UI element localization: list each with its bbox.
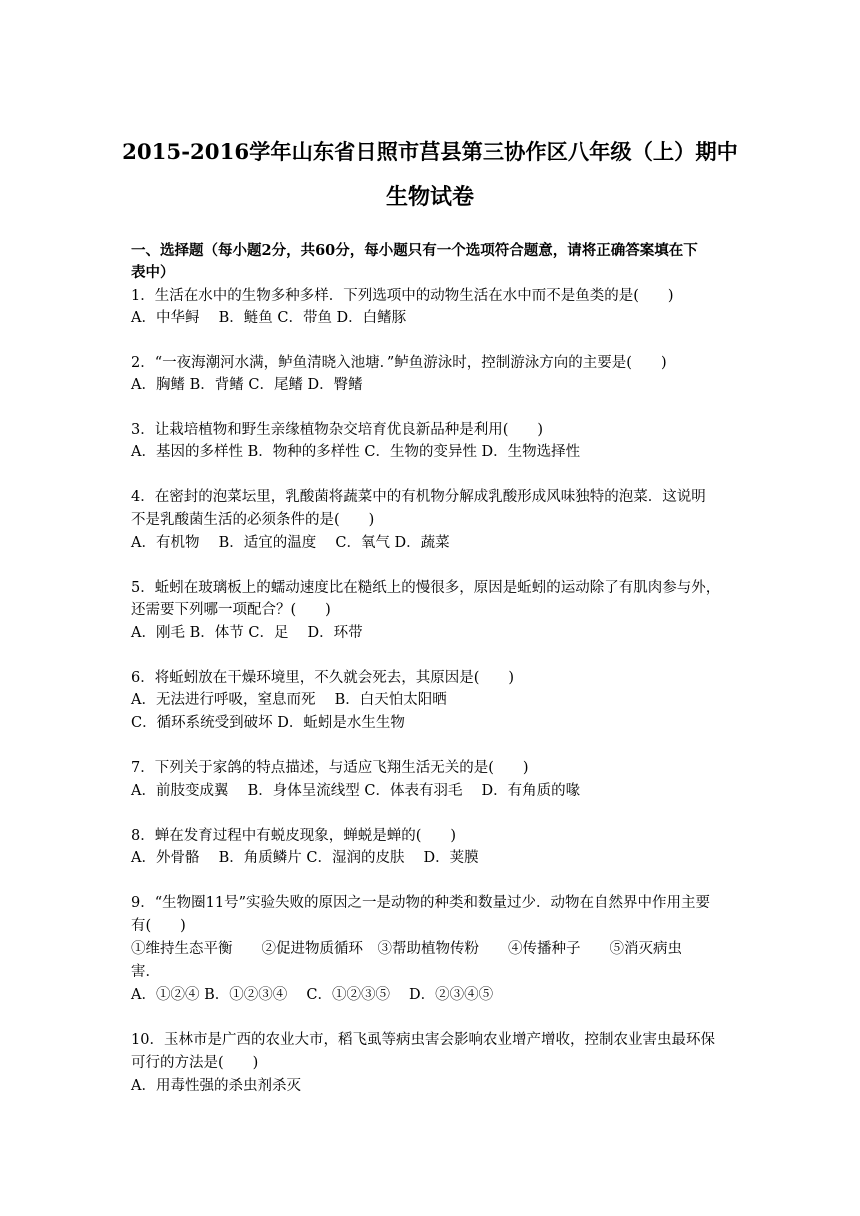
question-8-options: A．外骨骼 B．角质鳞片 C．湿润的皮肤 D．荚膜 <box>131 850 479 866</box>
section-heading-line-1: 一、选择题（每小题2分，共60分，每小题只有一个选项符合题意，请将正确答案填在下 <box>131 242 698 259</box>
question-7-options: A．前肢变成翼 B．身体呈流线型 C．体表有羽毛 D．有角质的喙 <box>131 783 581 799</box>
section-heading-line-2: 表中） <box>131 264 175 281</box>
question-10-stem-line-1: 10．玉林市是广西的农业大市，稻飞虱等病虫害会影响农业增产增收，控制农业害虫最环保 <box>131 1032 715 1048</box>
question-4-stem-line-1: 4．在密封的泡菜坛里，乳酸菌将蔬菜中的有机物分解成乳酸形成风味独特的泡菜．这说明 <box>131 489 706 505</box>
question-1-options: A．中华鲟 B．鲢鱼 C．带鱼 D．白鳍豚 <box>131 310 407 326</box>
question-3-options: A．基因的多样性 B．物种的多样性 C．生物的变异性 D．生物选择性 <box>131 444 581 460</box>
question-9-stem-line-4: 害． <box>131 964 160 980</box>
question-5-stem-line-1: 5．蚯蚓在玻璃板上的蠕动速度比在糙纸上的慢很多，原因是蚯蚓的运动除了有肌肉参与外， <box>131 580 721 596</box>
question-2-options: A．胸鳍 B．背鳍 C．尾鳍 D．臀鳍 <box>131 377 363 393</box>
question-5-options: A．刚毛 B．体节 C．足 D．环带 <box>131 625 363 641</box>
question-2-stem: 2．“一夜海潮河水满，鲈鱼清晓入池塘．”鲈鱼游泳时，控制游泳方向的主要是( ) <box>131 355 667 371</box>
question-8-stem: 8．蝉在发育过程中有蜕皮现象，蝉蜕是蝉的( ) <box>131 828 457 844</box>
question-6-options-line-2: C．循环系统受到破坏 D．蚯蚓是水生生物 <box>131 715 405 731</box>
question-10-stem-line-2: 可行的方法是( ) <box>131 1055 259 1071</box>
question-4-stem-line-2: 不是乳酸菌生活的必须条件的是( ) <box>131 512 375 528</box>
question-3-stem: 3．让栽培植物和野生亲缘植物杂交培育优良新品种是利用( ) <box>131 422 544 438</box>
exam-title-line-1: 2015-2016学年山东省日照市莒县第三协作区八年级（上）期中 <box>122 140 738 165</box>
question-5-stem-line-2: 还需要下列哪一项配合？( ) <box>131 602 331 618</box>
question-6-stem: 6．将蚯蚓放在干燥环境里，不久就会死去，其原因是( ) <box>131 670 515 686</box>
exam-title-line-2: 生物试卷 <box>385 184 474 210</box>
question-9-stem-line-1: 9．“生物圈11号”实验失败的原因之一是动物的种类和数量过少．动物在自然界中作用主要 <box>131 895 710 911</box>
question-6-options-line-1: A．无法进行呼吸，窒息而死 B．白天怕太阳晒 <box>131 692 447 708</box>
question-9-options: A．①②④ B．①②③④ C．①②③⑤ D．②③④⑤ <box>131 987 494 1003</box>
question-10-options: A．用毒性强的杀虫剂杀灭 <box>131 1078 301 1094</box>
question-1-stem: 1．生活在水中的生物多种多样．下列选项中的动物生活在水中而不是鱼类的是( ) <box>131 288 674 304</box>
question-7-stem: 7．下列关于家鸽的特点描述，与适应飞翔生活无关的是( ) <box>131 760 529 776</box>
question-4-options: A．有机物 B．适宜的温度 C．氧气 D．蔬菜 <box>131 535 450 551</box>
question-9-stem-line-3: ①维持生态平衡 ②促进物质循环 ③帮助植物传粉 ④传播种子 ⑤消灭病虫 <box>131 941 682 957</box>
question-9-stem-line-2: 有( ) <box>131 918 186 934</box>
